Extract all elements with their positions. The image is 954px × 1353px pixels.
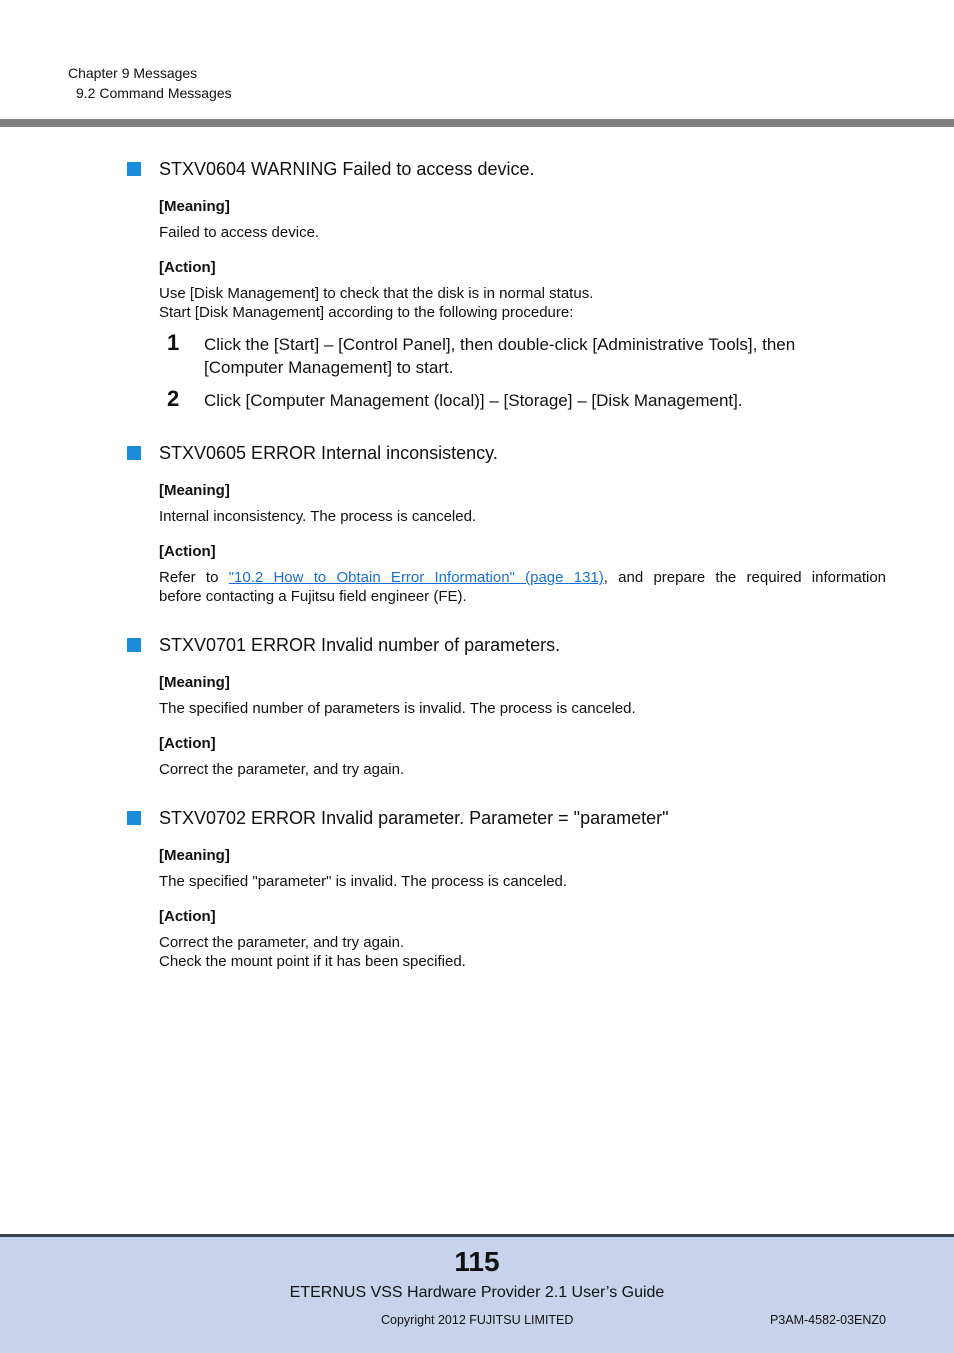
page-number: 115 (454, 1246, 500, 1277)
square-bullet-icon (127, 638, 141, 652)
step-text: Click [Computer Management (local)] – [Storage] – [Disk Management]. (204, 391, 743, 410)
copyright: Copyright 2012 FUJITSU LIMITED (381, 1313, 574, 1327)
action-label: [Action] (159, 259, 216, 276)
meaning-text: The specified number of parameters is invalid. The process is canceled. (159, 700, 636, 717)
action-label: [Action] (159, 908, 216, 925)
action-text (159, 568, 886, 606)
action-label: [Action] (159, 735, 216, 752)
meaning-label: [Meaning] (159, 847, 230, 864)
action-line: Check the mount point if it has been specified. (159, 953, 466, 970)
meaning-label: [Meaning] (159, 198, 230, 215)
step-number: 1 (167, 330, 180, 355)
section-label: 9.2 Command Messages (76, 85, 232, 101)
page-footer (0, 1234, 954, 1353)
meaning-label: [Meaning] (159, 674, 230, 691)
action-line: Use [Disk Management] to check that the disk is in normal status. (159, 285, 594, 302)
step-number: 2 (167, 386, 180, 411)
square-bullet-icon (127, 811, 141, 825)
square-bullet-icon (127, 446, 141, 460)
meaning-text: Internal inconsistency. The process is canceled. (159, 508, 477, 525)
square-bullet-icon (127, 162, 141, 176)
action-line: Correct the parameter, and try again. (159, 934, 405, 951)
action-line: Refer to "10.2 How to Obtain Error Information" (page 131), and prepare the required information (159, 569, 886, 586)
running-header (68, 63, 232, 103)
header-rule (0, 119, 954, 127)
chapter-label: Chapter 9 Messages (68, 65, 198, 81)
guide-title: ETERNUS VSS Hardware Provider 2.1 User’s Guide (289, 1284, 665, 1301)
meaning-label: [Meaning] (159, 482, 230, 499)
meaning-text: The specified "parameter" is invalid. The process is canceled. (159, 873, 568, 890)
action-label: [Action] (159, 543, 216, 560)
step-text: Click the [Start] – [Control Panel], then double-click [Administrative Tools], then [Computer Management] to start. (204, 335, 796, 377)
meaning-text: Failed to access device. (159, 224, 320, 241)
document-code: P3AM-4582-03ENZ0 (769, 1313, 886, 1327)
error-info-link[interactable]: "10.2 How to Obtain Error Information" (page 131) (228, 569, 604, 586)
action-line: before contacting a Fujitsu field engineer (FE). (159, 588, 467, 605)
action-line: Correct the parameter, and try again. (159, 761, 405, 778)
action-line: Start [Disk Management] according to the following procedure: (159, 304, 574, 321)
